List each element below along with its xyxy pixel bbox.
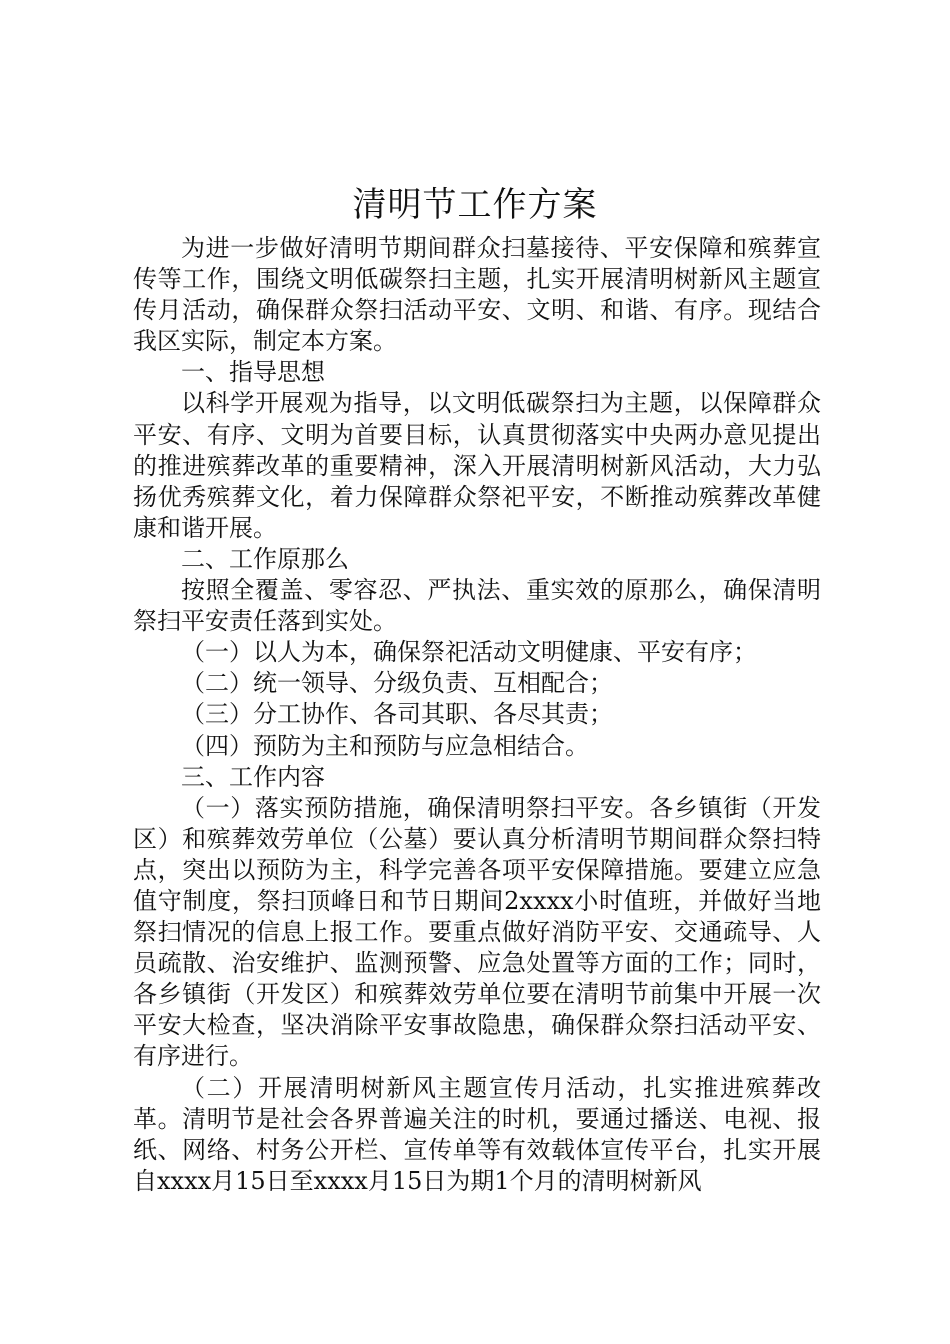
paragraph-work-content-1: （一）落实预防措施，确保清明祭扫平安。各乡镇街（开发区）和殡葬效劳单位（公墓）要认真分析清明节期间群众祭扫特点，突出以预防为主，科学完善各项平安保障措施。要建立应急值守制度，祭扫顶峰日和节日期间2xxxx小时值班，并做好当地祭扫情况的信息上报工作。要重点做好消防平安、交通疏导、人员疏散、治安维护、监测预警、应急处置等方面的工作；同时，各乡镇街（开发区）和殡葬效劳单位要在清明节前集中开展一次平安大检查，坚决消除平安事故隐患，确保群众祭扫活动平安、有序进行。 bbox=[133, 793, 821, 1071]
document-title: 清明节工作方案 bbox=[352, 185, 598, 225]
paragraph-guiding-ideology: 以科学开展观为指导，以文明低碳祭扫为主题，以保障群众平安、有序、文明为首要目标，认真贯彻落实中央两办意见提出的推进殡葬改革的重要精神，深入开展清明树新风活动，大力弘扬优秀殡葬文化，着力保障群众祭祀平安，不断推动殡葬改革健康和谐开展。 bbox=[133, 389, 821, 542]
section-heading-work-principles: 二、工作原那么 bbox=[181, 544, 349, 573]
document-body bbox=[133, 233, 821, 1197]
paragraph-work-content-2: （二）开展清明树新风主题宣传月活动，扎实推进殡葬改革。清明节是社会各界普遍关注的时机，要通过播送、电视、报纸、网络、村务公开栏、宣传单等有效载体宣传平台，扎实开展自xxxx月15日至xxxx月15日为期1个月的清明树新风 bbox=[133, 1073, 821, 1195]
list-item-principle-3: （三）分工协作、各司其职、各尽其责； bbox=[181, 700, 613, 729]
list-item-principle-2: （二）统一领导、分级负责、互相配合； bbox=[181, 669, 613, 698]
paragraph-work-principles: 按照全覆盖、零容忍、严执法、重实效的原那么，确保清明祭扫平安责任落到实处。 bbox=[133, 576, 821, 636]
list-item-principle-1: （一）以人为本，确保祭祀活动文明健康、平安有序； bbox=[181, 638, 757, 667]
list-item-principle-4: （四）预防为主和预防与应急相结合。 bbox=[181, 731, 589, 760]
paragraph-intro: 为进一步做好清明节期间群众扫墓接待、平安保障和殡葬宣传等工作，围绕文明低碳祭扫主题，扎实开展清明树新风主题宣传月活动，确保群众祭扫活动平安、文明、和谐、有序。现结合我区实际，制定本方案。 bbox=[133, 234, 821, 356]
section-heading-work-content: 三、工作内容 bbox=[181, 762, 325, 791]
section-heading-guiding-ideology: 一、指导思想 bbox=[181, 358, 325, 387]
